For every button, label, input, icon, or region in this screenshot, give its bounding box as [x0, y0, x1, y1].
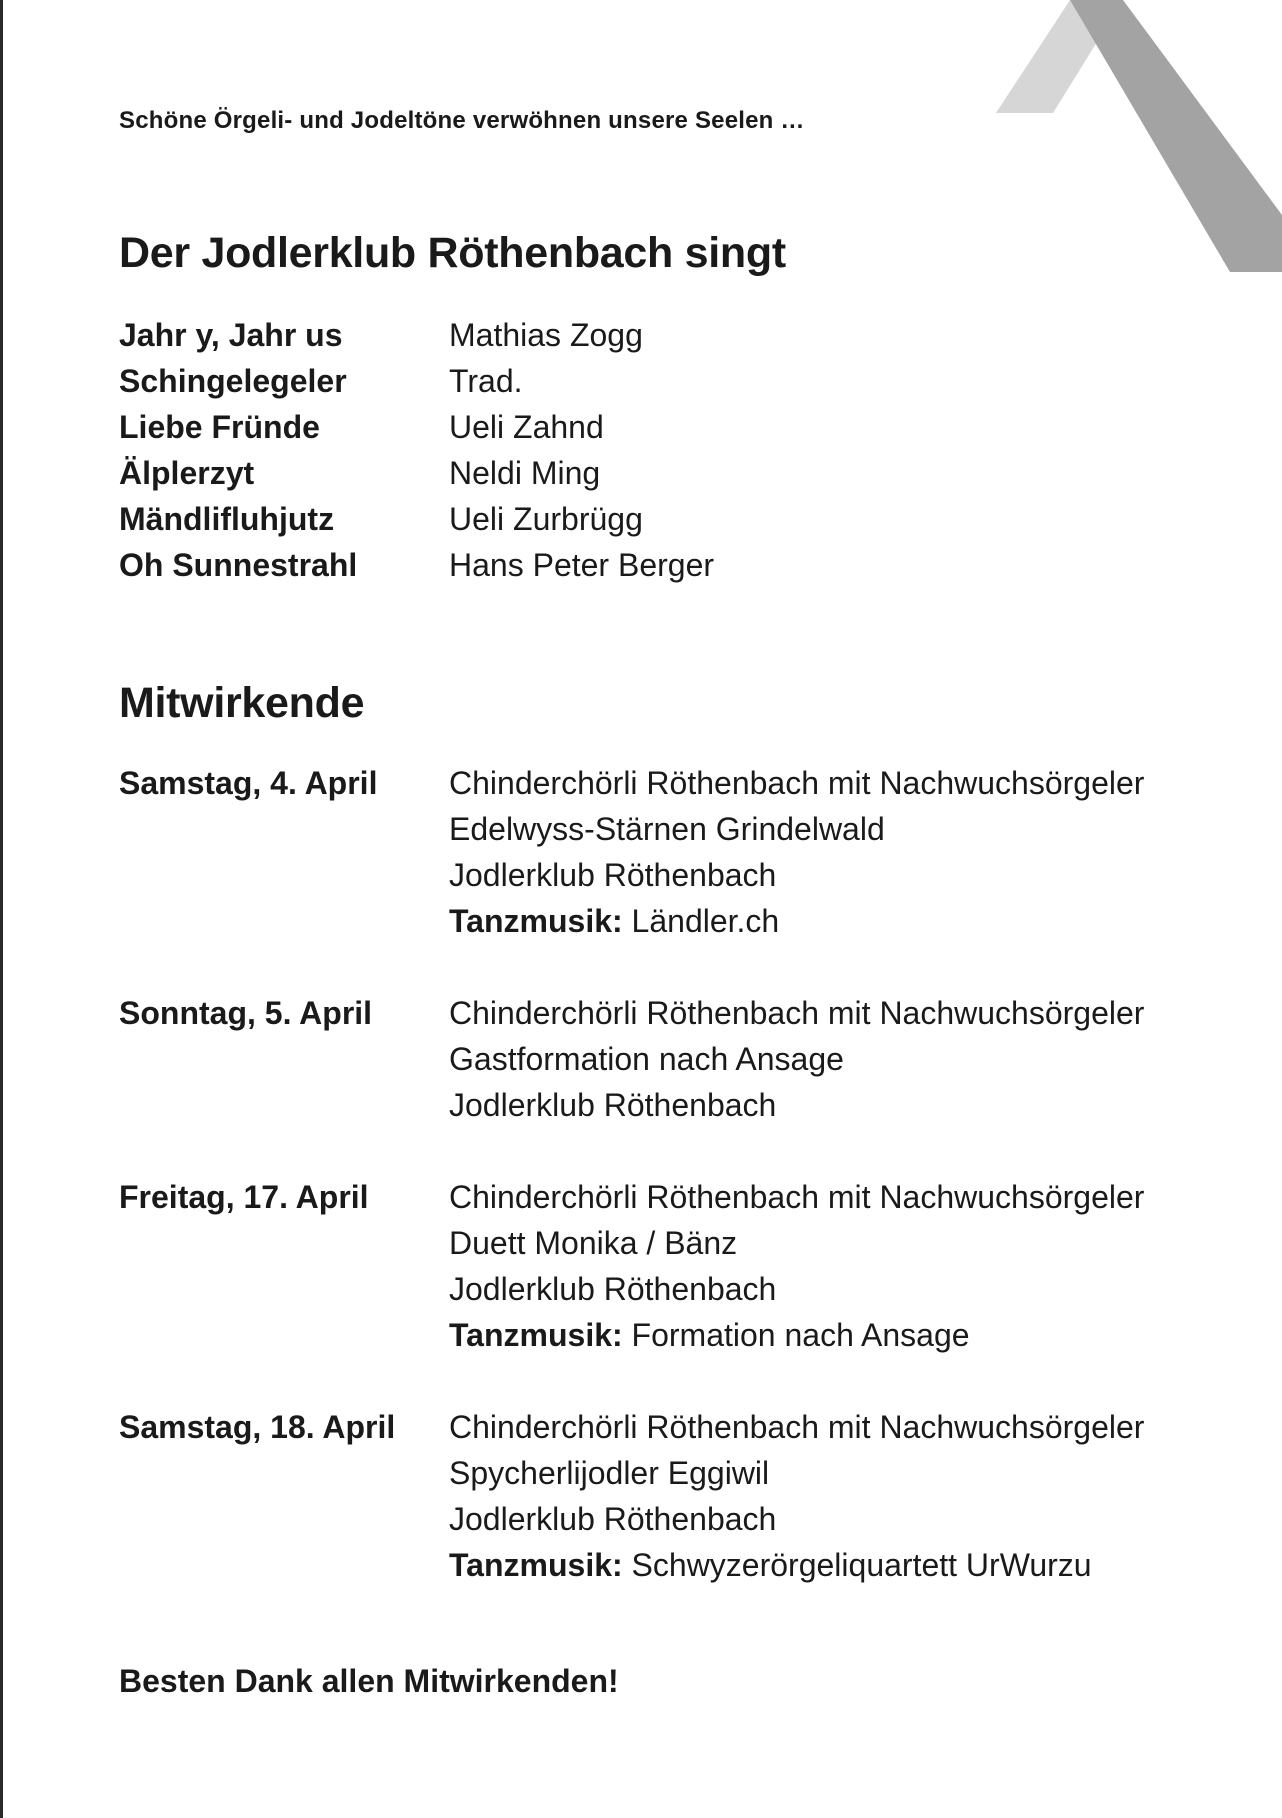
performer-line: Chinderchörli Röthenbach mit Nachwuchsörgeler	[449, 1179, 1145, 1215]
dance-music-line	[449, 898, 1144, 944]
event-date: Sonntag, 5. April	[119, 995, 373, 1031]
song-title: Jahr y, Jahr us	[119, 316, 343, 353]
event-entry	[119, 1174, 1219, 1358]
performer-line: Chinderchörli Röthenbach mit Nachwuchsörgeler	[449, 1409, 1145, 1445]
chevron-dark-stroke	[1070, 0, 1282, 272]
song-composer: Hans Peter Berger	[449, 546, 715, 583]
event-performers	[449, 1174, 1144, 1358]
performer-line: Jodlerklub Röthenbach	[449, 857, 777, 893]
song-list	[119, 312, 714, 588]
song-title: Liebe Fründe	[119, 408, 320, 445]
song-composer: Trad.	[449, 362, 523, 399]
performer-line: Spycherlijodler Eggiwil	[449, 1455, 770, 1491]
event-entry	[119, 990, 1219, 1128]
event-date: Freitag, 17. April	[119, 1179, 369, 1215]
performers-heading: Mitwirkende	[119, 679, 365, 727]
dance-music-line	[449, 1542, 1144, 1588]
closing-thanks: Besten Dank allen Mitwirkenden!	[119, 1663, 619, 1699]
event-list	[119, 760, 1219, 1634]
event-entry	[119, 760, 1219, 944]
event-entry	[119, 1404, 1219, 1588]
song-composer: Ueli Zurbrügg	[449, 500, 643, 537]
performer-line: Jodlerklub Röthenbach	[449, 1501, 777, 1537]
song-row	[119, 450, 714, 496]
event-date: Samstag, 4. April	[119, 765, 378, 801]
song-row	[119, 358, 714, 404]
event-performers	[449, 760, 1144, 944]
song-composer: Neldi Ming	[449, 454, 601, 491]
dance-music-label: Tanzmusik:	[449, 903, 623, 939]
performer-line: Gastformation nach Ansage	[449, 1041, 844, 1077]
song-composer: Ueli Zahnd	[449, 408, 604, 445]
song-title: Mändlifluhjutz	[119, 500, 335, 537]
song-row	[119, 404, 714, 450]
dance-music-label: Tanzmusik:	[449, 1317, 623, 1353]
event-performers	[449, 1404, 1144, 1588]
performer-line: Duett Monika / Bänz	[449, 1225, 738, 1261]
song-composer: Mathias Zogg	[449, 316, 643, 353]
performer-line: Jodlerklub Röthenbach	[449, 1087, 777, 1123]
song-row	[119, 496, 714, 542]
event-date: Samstag, 18. April	[119, 1409, 396, 1445]
tagline: Schöne Örgeli- und Jodeltöne verwöhnen unsere Seelen …	[119, 107, 805, 134]
song-row	[119, 542, 714, 588]
dance-music-value: Ländler.ch	[631, 903, 780, 939]
dance-music-label: Tanzmusik:	[449, 1547, 623, 1583]
dance-music-value: Formation nach Ansage	[631, 1317, 970, 1353]
performer-line: Chinderchörli Röthenbach mit Nachwuchsörgeler	[449, 765, 1145, 801]
performer-line: Jodlerklub Röthenbach	[449, 1271, 777, 1307]
song-title: Oh Sunnestrahl	[119, 546, 358, 583]
songs-heading: Der Jodlerklub Röthenbach singt	[119, 229, 786, 277]
dance-music-value: Schwyzerörgeliquartett UrWurzu	[631, 1547, 1092, 1583]
performer-line: Chinderchörli Röthenbach mit Nachwuchsörgeler	[449, 995, 1145, 1031]
song-title: Älplerzyt	[119, 454, 255, 491]
performer-line: Edelwyss-Stärnen Grindelwald	[449, 811, 885, 847]
song-title: Schingelegeler	[119, 362, 347, 399]
song-row	[119, 312, 714, 358]
dance-music-line	[449, 1312, 1144, 1358]
event-performers	[449, 990, 1144, 1128]
